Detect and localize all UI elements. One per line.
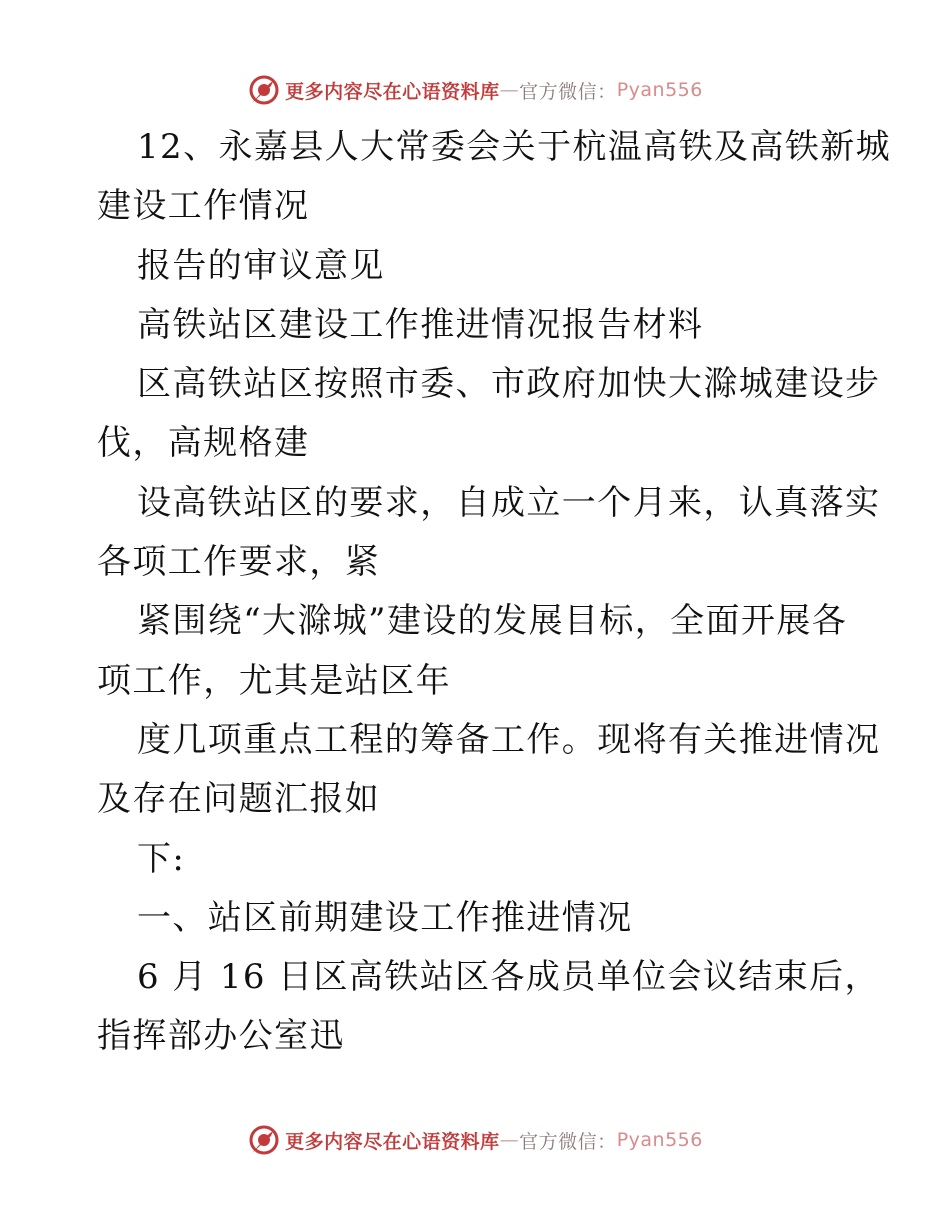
paragraph-line: 及存在问题汇报如 [97,779,381,820]
document-body [97,118,892,1067]
paragraph-line: 区高铁站区按照市委、市政府加快大滁城建设步 [137,364,881,405]
watermark-separator: — [499,1129,520,1151]
watermark-separator: — [499,79,520,101]
paragraph-line: 项工作，尤其是站区年 [97,660,451,701]
section-heading: 一、站区前期建设工作推进情况 [137,897,633,938]
paragraph-line: 设高铁站区的要求，自成立一个月来，认真落实 [137,482,881,523]
paragraph-line: 度几项重点工程的筹备工作。现将有关推进情况 [137,719,881,760]
watermark-official-label: 官方微信： [519,1130,617,1153]
paragraph-line: 下: [137,838,186,879]
paragraph-line: 各项工作要求，紧 [97,542,381,583]
paragraph-line: 伐，高规格建 [97,423,310,464]
header-watermark [0,70,950,110]
report-heading: 高铁站区建设工作推进情况报告材料 [137,304,704,345]
paragraph-line: 紧围绕“大滁城”建设的发展目标，全面开展各 [137,601,848,642]
paragraph-line: 指挥部办公室迅 [97,1016,345,1057]
document-title-line-continued: 建设工作情况 [97,186,310,227]
watermark-wechat-id: Pyan556 [616,1129,703,1151]
document-subtitle: 报告的审议意见 [137,245,385,286]
watermark-brand: 更多内容尽在心语资料库 [285,1130,500,1153]
paragraph-line: 6 月 16 日区高铁站区各成员单位会议结束后， [137,957,880,998]
quill-circle-icon [247,73,281,107]
watermark-official-label: 官方微信： [519,80,617,103]
watermark-brand: 更多内容尽在心语资料库 [285,80,500,103]
document-title-line: 12、永嘉县人大常委会关于杭温高铁及高铁新城 [137,127,892,167]
footer-watermark [0,1120,950,1160]
watermark-wechat-id: Pyan556 [616,79,703,101]
quill-circle-icon [247,1123,281,1157]
